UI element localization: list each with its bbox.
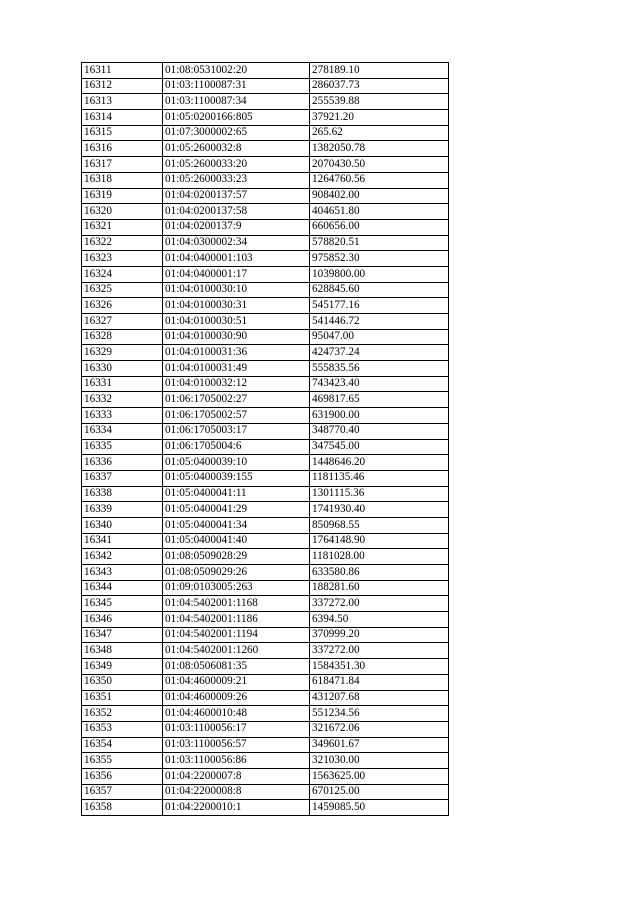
value-cell: 188281.60 <box>310 580 449 596</box>
cadastral-number-cell: 01:04:0100032:12 <box>163 376 310 392</box>
table-row <box>82 204 449 220</box>
row-number-cell: 16317 <box>82 157 163 173</box>
cadastral-number-cell: 01:04:0100030:51 <box>163 314 310 330</box>
value-cell: 633580.86 <box>310 565 449 581</box>
cadastral-number-cell: 01:05:0200166:805 <box>163 110 310 126</box>
row-number-cell: 16346 <box>82 612 163 628</box>
cadastral-number-cell: 01:04:0100030:10 <box>163 282 310 298</box>
value-cell: 1382050.78 <box>310 141 449 157</box>
value-cell: 628845.60 <box>310 282 449 298</box>
cadastral-number-cell: 01:04:0100031:36 <box>163 345 310 361</box>
row-number-cell: 16349 <box>82 659 163 675</box>
cadastral-number-cell: 01:08:0509029:26 <box>163 565 310 581</box>
row-number-cell: 16318 <box>82 172 163 188</box>
table-row <box>82 235 449 251</box>
cadastral-number-cell: 01:07:3000002:65 <box>163 125 310 141</box>
value-cell: 551234.56 <box>310 706 449 722</box>
table-row <box>82 423 449 439</box>
value-cell: 541446.72 <box>310 314 449 330</box>
table-body <box>82 63 449 816</box>
cadastral-number-cell: 01:04:2200008:8 <box>163 784 310 800</box>
cadastral-number-cell: 01:05:0400041:40 <box>163 533 310 549</box>
table-row <box>82 361 449 377</box>
table-row <box>82 517 449 533</box>
table-row <box>82 329 449 345</box>
row-number-cell: 16312 <box>82 78 163 94</box>
row-number-cell: 16340 <box>82 517 163 533</box>
table-row <box>82 251 449 267</box>
value-cell: 348770.40 <box>310 423 449 439</box>
value-cell: 278189.10 <box>310 63 449 79</box>
row-number-cell: 16343 <box>82 565 163 581</box>
table-row <box>82 125 449 141</box>
cadastral-number-cell: 01:05:2600033:23 <box>163 172 310 188</box>
cadastral-number-cell: 01:04:5402001:1260 <box>163 643 310 659</box>
cadastral-number-cell: 01:05:0400041:34 <box>163 517 310 533</box>
value-cell: 321672.06 <box>310 721 449 737</box>
row-number-cell: 16325 <box>82 282 163 298</box>
cadastral-number-cell: 01:05:0400039:155 <box>163 470 310 486</box>
cadastral-number-cell: 01:04:0100031:49 <box>163 361 310 377</box>
cadastral-number-cell: 01:04:0400001:103 <box>163 251 310 267</box>
table-row <box>82 470 449 486</box>
row-number-cell: 16314 <box>82 110 163 126</box>
value-cell: 1764148.90 <box>310 533 449 549</box>
cadastral-number-cell: 01:06:1705004:6 <box>163 439 310 455</box>
cadastral-number-cell: 01:04:4600010:48 <box>163 706 310 722</box>
row-number-cell: 16337 <box>82 470 163 486</box>
value-cell: 6394.50 <box>310 612 449 628</box>
cadastral-number-cell: 01:04:0100030:90 <box>163 329 310 345</box>
value-cell: 1563625.00 <box>310 768 449 784</box>
value-cell: 321030.00 <box>310 753 449 769</box>
table-row <box>82 157 449 173</box>
table-row <box>82 188 449 204</box>
value-cell: 286037.73 <box>310 78 449 94</box>
row-number-cell: 16348 <box>82 643 163 659</box>
cadastral-number-cell: 01:04:5402001:1194 <box>163 627 310 643</box>
value-cell: 95047.00 <box>310 329 449 345</box>
value-cell: 2070430.50 <box>310 157 449 173</box>
value-cell: 265.62 <box>310 125 449 141</box>
row-number-cell: 16329 <box>82 345 163 361</box>
table-row <box>82 690 449 706</box>
cadastral-number-cell: 01:04:2200010:1 <box>163 800 310 816</box>
table-row <box>82 345 449 361</box>
value-cell: 370999.20 <box>310 627 449 643</box>
cadastral-number-cell: 01:03:1100056:17 <box>163 721 310 737</box>
row-number-cell: 16338 <box>82 486 163 502</box>
cadastral-number-cell: 01:04:0200137:58 <box>163 204 310 220</box>
value-cell: 1584351.30 <box>310 659 449 675</box>
value-cell: 975852.30 <box>310 251 449 267</box>
table-row <box>82 408 449 424</box>
cadastral-number-cell: 01:04:0400001:17 <box>163 266 310 282</box>
value-cell: 743423.40 <box>310 376 449 392</box>
row-number-cell: 16333 <box>82 408 163 424</box>
table-row <box>82 376 449 392</box>
row-number-cell: 16356 <box>82 768 163 784</box>
cadastral-number-cell: 01:04:4600009:26 <box>163 690 310 706</box>
row-number-cell: 16347 <box>82 627 163 643</box>
row-number-cell: 16339 <box>82 502 163 518</box>
value-cell: 255539.88 <box>310 94 449 110</box>
data-table <box>81 62 449 816</box>
row-number-cell: 16322 <box>82 235 163 251</box>
table-row <box>82 502 449 518</box>
value-cell: 349601.67 <box>310 737 449 753</box>
value-cell: 431207.68 <box>310 690 449 706</box>
row-number-cell: 16320 <box>82 204 163 220</box>
row-number-cell: 16335 <box>82 439 163 455</box>
table-row <box>82 94 449 110</box>
cadastral-number-cell: 01:04:5402001:1186 <box>163 612 310 628</box>
cadastral-number-cell: 01:06:1705002:27 <box>163 392 310 408</box>
cadastral-number-cell: 01:08:0509028:29 <box>163 549 310 565</box>
cadastral-number-cell: 01:03:1100087:31 <box>163 78 310 94</box>
cadastral-number-cell: 01:08:0506081:35 <box>163 659 310 675</box>
table-row <box>82 753 449 769</box>
table-row <box>82 800 449 816</box>
row-number-cell: 16355 <box>82 753 163 769</box>
row-number-cell: 16313 <box>82 94 163 110</box>
value-cell: 545177.16 <box>310 298 449 314</box>
value-cell: 337272.00 <box>310 596 449 612</box>
row-number-cell: 16357 <box>82 784 163 800</box>
table-row <box>82 439 449 455</box>
cadastral-number-cell: 01:04:0100030:31 <box>163 298 310 314</box>
table-row <box>82 565 449 581</box>
value-cell: 1448646.20 <box>310 455 449 471</box>
table-row <box>82 298 449 314</box>
table-row <box>82 659 449 675</box>
table-row <box>82 596 449 612</box>
row-number-cell: 16323 <box>82 251 163 267</box>
value-cell: 578820.51 <box>310 235 449 251</box>
row-number-cell: 16321 <box>82 219 163 235</box>
table-row <box>82 78 449 94</box>
cadastral-number-cell: 01:04:4600009:21 <box>163 674 310 690</box>
value-cell: 670125.00 <box>310 784 449 800</box>
row-number-cell: 16315 <box>82 125 163 141</box>
row-number-cell: 16354 <box>82 737 163 753</box>
cadastral-number-cell: 01:08:0531002:20 <box>163 63 310 79</box>
value-cell: 618471.84 <box>310 674 449 690</box>
table-row <box>82 455 449 471</box>
value-cell: 1039800.00 <box>310 266 449 282</box>
table-row <box>82 63 449 79</box>
value-cell: 337272.00 <box>310 643 449 659</box>
cadastral-number-cell: 01:04:0300002:34 <box>163 235 310 251</box>
value-cell: 908402.00 <box>310 188 449 204</box>
row-number-cell: 16331 <box>82 376 163 392</box>
value-cell: 850968.55 <box>310 517 449 533</box>
table-row <box>82 737 449 753</box>
cadastral-number-cell: 01:04:0200137:9 <box>163 219 310 235</box>
value-cell: 1264760.56 <box>310 172 449 188</box>
row-number-cell: 16327 <box>82 314 163 330</box>
cadastral-number-cell: 01:06:1705002:57 <box>163 408 310 424</box>
cadastral-number-cell: 01:03:1100087:34 <box>163 94 310 110</box>
table-row <box>82 612 449 628</box>
table-row <box>82 549 449 565</box>
cadastral-number-cell: 01:03:1100056:57 <box>163 737 310 753</box>
row-number-cell: 16311 <box>82 63 163 79</box>
value-cell: 347545.00 <box>310 439 449 455</box>
value-cell: 660656.00 <box>310 219 449 235</box>
cadastral-number-cell: 01:05:2600033:20 <box>163 157 310 173</box>
row-number-cell: 16334 <box>82 423 163 439</box>
table-row <box>82 141 449 157</box>
row-number-cell: 16350 <box>82 674 163 690</box>
row-number-cell: 16336 <box>82 455 163 471</box>
row-number-cell: 16342 <box>82 549 163 565</box>
row-number-cell: 16326 <box>82 298 163 314</box>
row-number-cell: 16341 <box>82 533 163 549</box>
cadastral-number-cell: 01:04:0200137:57 <box>163 188 310 204</box>
table-row <box>82 784 449 800</box>
row-number-cell: 16358 <box>82 800 163 816</box>
value-cell: 1741930.40 <box>310 502 449 518</box>
row-number-cell: 16353 <box>82 721 163 737</box>
value-cell: 424737.24 <box>310 345 449 361</box>
value-cell: 631900.00 <box>310 408 449 424</box>
table-row <box>82 706 449 722</box>
table-row <box>82 110 449 126</box>
cadastral-number-cell: 01:04:5402001:1168 <box>163 596 310 612</box>
table-row <box>82 643 449 659</box>
table-row <box>82 768 449 784</box>
cadastral-number-cell: 01:05:0400041:11 <box>163 486 310 502</box>
row-number-cell: 16345 <box>82 596 163 612</box>
cadastral-number-cell: 01:05:0400041:29 <box>163 502 310 518</box>
value-cell: 469817.65 <box>310 392 449 408</box>
cadastral-number-cell: 01:06:1705003:17 <box>163 423 310 439</box>
row-number-cell: 16324 <box>82 266 163 282</box>
table-row <box>82 314 449 330</box>
value-cell: 1459085.50 <box>310 800 449 816</box>
table-row <box>82 627 449 643</box>
table-row <box>82 721 449 737</box>
cadastral-number-cell: 01:09:0103005:263 <box>163 580 310 596</box>
value-cell: 1301115.36 <box>310 486 449 502</box>
value-cell: 555835.56 <box>310 361 449 377</box>
table-row <box>82 392 449 408</box>
cadastral-number-cell: 01:05:0400039:10 <box>163 455 310 471</box>
table-row <box>82 172 449 188</box>
table-row <box>82 282 449 298</box>
table-row <box>82 674 449 690</box>
value-cell: 37921.20 <box>310 110 449 126</box>
table-row <box>82 266 449 282</box>
value-cell: 404651.80 <box>310 204 449 220</box>
value-cell: 1181028.00 <box>310 549 449 565</box>
table-row <box>82 580 449 596</box>
row-number-cell: 16332 <box>82 392 163 408</box>
row-number-cell: 16330 <box>82 361 163 377</box>
value-cell: 1181135.46 <box>310 470 449 486</box>
row-number-cell: 16352 <box>82 706 163 722</box>
table-row <box>82 219 449 235</box>
row-number-cell: 16316 <box>82 141 163 157</box>
table-row <box>82 533 449 549</box>
cadastral-number-cell: 01:03:1100056:86 <box>163 753 310 769</box>
cadastral-number-cell: 01:04:2200007:8 <box>163 768 310 784</box>
cadastral-number-cell: 01:05:2600032:8 <box>163 141 310 157</box>
row-number-cell: 16328 <box>82 329 163 345</box>
table-row <box>82 486 449 502</box>
row-number-cell: 16319 <box>82 188 163 204</box>
row-number-cell: 16344 <box>82 580 163 596</box>
row-number-cell: 16351 <box>82 690 163 706</box>
